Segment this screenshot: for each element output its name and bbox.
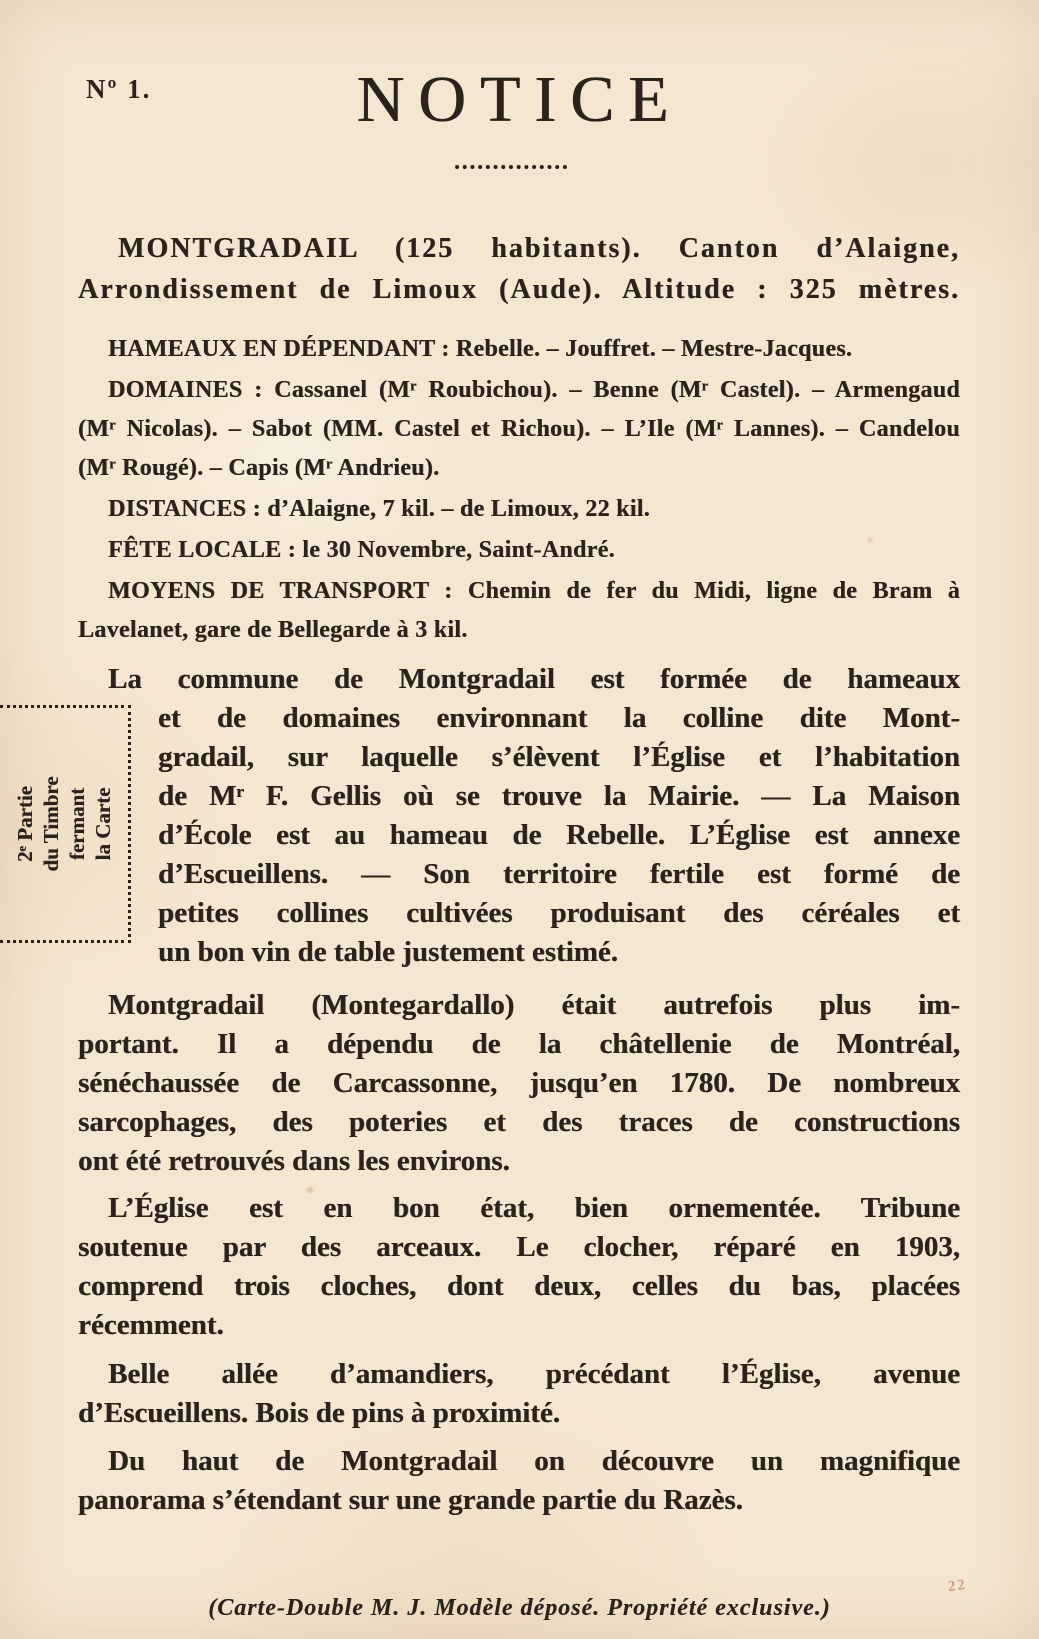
text-line: Du haut de Montgradail on découvre un magnifique (108, 1445, 960, 1477)
text-line: d’Escueillens. Bois de pins à proximité. (78, 1397, 561, 1429)
section-moyens-de-transport (78, 572, 960, 650)
text-line: HAMEAUX EN DÉPENDANT : Rebelle. – Jouffret. – Mestre-Jacques. (108, 336, 853, 362)
body-paragraph-3 (78, 1189, 960, 1345)
text-line: sarcophages, des poteries et des traces de constructions (78, 1106, 960, 1138)
text-line: récemment. (78, 1309, 224, 1341)
text-column (78, 228, 960, 1520)
text-line: (Mʳ Nicolas). – Sabot (MM. Castel et Richou). – L’Ile (Mʳ Lannes). – Candelou (78, 416, 960, 442)
text-line: La commune de Montgradail est formée de hameaux (108, 663, 960, 695)
intro-paragraph (78, 228, 960, 310)
text-line: soutenue par des arceaux. Le clocher, réparé en 1903, (78, 1231, 960, 1263)
text-line: panorama s’étendant sur une grande partie du Razès. (78, 1484, 743, 1516)
page-number: Nº 1. (86, 74, 152, 104)
text-line: (Mʳ Rougé). – Capis (Mʳ Andrieu). (78, 455, 440, 481)
text-line: portant. Il a dépendu de la châtellenie de Montréal, (78, 1028, 960, 1060)
section-distances (78, 490, 960, 529)
text-line: la Carte (91, 787, 115, 861)
text-line: 2ᵉ Partie (13, 786, 37, 862)
text-line: sénéchaussée de Carcassonne, jusqu’en 1780. De nombreux (78, 1067, 960, 1099)
page-title: NOTICE (356, 63, 683, 136)
body-paragraph-2 (78, 986, 960, 1181)
text-line: Belle allée d’amandiers, précédant l’Église, avenue (108, 1358, 960, 1390)
pencil-mark: 22 (946, 1576, 968, 1596)
title-divider (455, 165, 567, 169)
text-line: un bon vin de table justement estimé. (158, 936, 618, 968)
section-fete-locale (78, 531, 960, 570)
section-hameaux (78, 330, 960, 369)
text-line: DOMAINES : Cassanel (Mʳ Roubichou). – Benne (Mʳ Castel). – Armengaud (108, 377, 960, 403)
body-paragraph-1 (78, 660, 960, 972)
text-line: Montgradail (Montegardallo) était autrefois plus im- (108, 989, 960, 1021)
text-line: fermant (65, 787, 89, 861)
text-line: ont été retrouvés dans les environs. (78, 1145, 510, 1177)
text-line: Lavelanet, gare de Bellegarde à 3 kil. (78, 617, 468, 643)
text-line: MONTGRADAIL (125 habitants). Canton d’Alaigne, (118, 233, 960, 264)
text-line: du Timbre (39, 776, 63, 872)
body-paragraph-5 (78, 1442, 960, 1520)
text-line: de Mʳ F. Gellis où se trouve la Mairie. — La Maison (158, 780, 960, 812)
footer-note: (Carte-Double M. J. Modèle déposé. Propriété exclusive.) (208, 1595, 831, 1621)
text-line: d’Escueillens. — Son territoire fertile est formé de (158, 858, 960, 890)
text-line: FÊTE LOCALE : le 30 Novembre, Saint-André. (108, 537, 615, 563)
text-line: DISTANCES : d’Alaigne, 7 kil. – de Limoux, 22 kil. (108, 496, 650, 522)
text-line: d’École est au hameau de Rebelle. L’Église est annexe (158, 819, 960, 851)
text-line: comprend trois cloches, dont deux, celles du bas, placées (78, 1270, 960, 1302)
section-domaines (78, 371, 960, 488)
text-line: petites collines cultivées produisant des céréales et (158, 897, 960, 929)
text-line: MOYENS DE TRANSPORT : Chemin de fer du Midi, ligne de Bram à (108, 578, 960, 604)
text-line: L’Église est en bon état, bien ornementée. Tribune (108, 1192, 960, 1224)
body-paragraph-4 (78, 1355, 960, 1433)
text-line: et de domaines environnant la colline dite Mont- (158, 702, 960, 734)
text-line: Arrondissement de Limoux (Aude). Altitude : 325 mètres. (78, 274, 960, 305)
text-line: gradail, sur laquelle s’élèvent l’Église et l’habitation (158, 741, 960, 773)
